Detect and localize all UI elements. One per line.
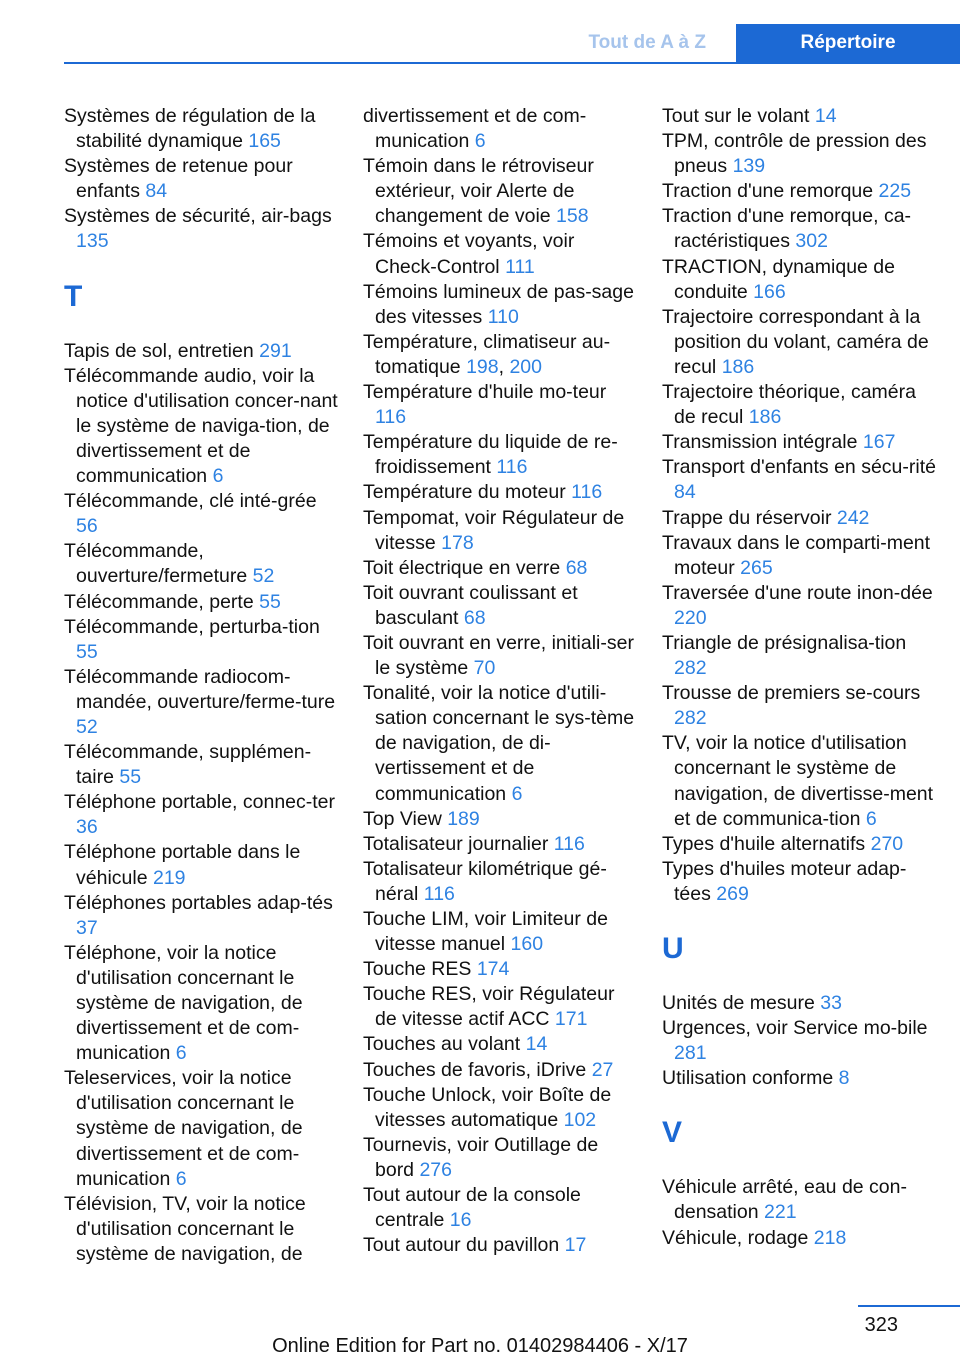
index-entry-text: Transmission intégrale <box>662 431 858 454</box>
index-entry <box>662 1016 937 1066</box>
index-entry <box>662 506 937 531</box>
page-reference-link[interactable]: 135 <box>76 230 109 253</box>
page-reference-link[interactable]: 37 <box>76 916 98 939</box>
index-entry <box>64 539 339 589</box>
index-entry <box>363 832 638 857</box>
index-entry <box>363 229 638 279</box>
index-entry-text: Traction d'une remorque, ca-ractéristiques <box>662 205 912 253</box>
page-reference-link[interactable]: 116 <box>423 882 455 905</box>
page-number: 323 <box>864 1314 898 1336</box>
index-entry <box>662 129 937 179</box>
index-entry-text: TPM, contrôle de pression des pneus <box>662 130 927 178</box>
page-reference-link[interactable]: 189 <box>447 807 480 830</box>
page-reference-link[interactable]: 221 <box>764 1201 797 1224</box>
index-entry <box>662 1226 937 1251</box>
index-entry-text: Température du liquide de re-froidissement <box>363 431 618 479</box>
page-reference-link[interactable]: 158 <box>556 205 589 228</box>
page-reference-link[interactable]: 276 <box>419 1158 452 1181</box>
index-entry-text: Teleservices, voir la notice d'utilisation concernant le système de navigation, de divertissement et de com-munication <box>64 1067 303 1190</box>
footer-rule <box>858 1305 960 1307</box>
index-entry-text: Véhicule arrêté, eau de con-densation <box>662 1176 907 1224</box>
page-reference-link[interactable]: 6 <box>865 807 877 830</box>
page-reference-link[interactable]: 14 <box>814 105 837 127</box>
index-entry <box>662 104 937 129</box>
index-entry <box>363 581 638 631</box>
page-reference-link[interactable]: 55 <box>119 766 142 789</box>
index-entry-text: Témoins lumineux de pas-sage des vitesses <box>363 280 634 328</box>
page-reference-link[interactable]: 269 <box>716 882 749 905</box>
index-entry <box>662 455 937 505</box>
page-reference-link[interactable]: 218 <box>813 1226 847 1249</box>
index-letter-heading: V <box>662 1116 683 1150</box>
page-reference-link[interactable]: 225 <box>878 180 912 203</box>
page-reference-link[interactable]: 110 <box>487 305 519 328</box>
index-entry <box>662 531 937 581</box>
index-entry <box>64 840 339 890</box>
page-reference-link[interactable]: 6 <box>212 465 224 488</box>
index-entry-text: Touche RES <box>363 958 472 981</box>
index-entry-text: Tapis de sol, entretien <box>64 339 254 362</box>
page-reference-link[interactable]: 242 <box>836 506 870 529</box>
page-reference-link[interactable]: 219 <box>152 866 186 889</box>
index-entry-text: Témoins et voyants, voir Check-Control <box>363 230 575 278</box>
index-entry-text: Totalisateur journalier <box>363 832 549 855</box>
section-tab[interactable]: Tout de A à Z <box>588 32 706 53</box>
index-entry <box>363 1058 638 1083</box>
page-reference-link[interactable]: 68 <box>565 556 588 579</box>
page-reference-link[interactable]: 52 <box>76 715 98 738</box>
index-entry <box>64 154 339 204</box>
page-reference-link[interactable]: 302 <box>795 230 828 253</box>
index-entry <box>64 489 339 539</box>
index-entry <box>64 1192 339 1267</box>
index-entry-text: Télécommande, supplémen-taire <box>64 741 312 789</box>
page-reference-link[interactable]: 166 <box>753 280 786 303</box>
index-entry <box>662 991 937 1016</box>
index-entry-text: Utilisation conforme <box>662 1067 834 1090</box>
page-reference-link[interactable]: 116 <box>553 832 585 855</box>
page-reference-link[interactable]: 167 <box>862 431 896 454</box>
index-entry <box>662 681 937 731</box>
page-reference-link[interactable]: 160 <box>510 933 544 956</box>
index-entry-text: Types d'huile alternatifs <box>662 832 866 855</box>
index-entry-text: Unités de mesure <box>662 992 815 1014</box>
index-letter-heading: U <box>662 932 684 965</box>
index-entry-text: Télécommande, perturba-tion <box>64 615 320 638</box>
page-reference-link[interactable]: 282 <box>674 707 707 730</box>
index-entry-text: Trousse de premiers se-cours <box>662 682 921 705</box>
index-entry <box>662 832 937 857</box>
page-reference-link[interactable]: 186 <box>748 406 782 429</box>
index-entry-text: Télévision, TV, voir la notice d'utilisation concernant le système de navigation, de <box>64 1192 306 1265</box>
page-reference-link[interactable]: 281 <box>674 1042 707 1065</box>
page-reference-link[interactable]: 27 <box>591 1058 614 1081</box>
index-entry <box>662 631 937 681</box>
page-reference-link[interactable]: 116 <box>496 456 528 479</box>
index-entry: Température, climatiseur au-tomatique 198, 200 <box>363 330 611 378</box>
header-rule <box>64 62 960 64</box>
index-entry-text: Télécommande radiocom-mandée, ouverture/ferme-ture <box>64 665 336 713</box>
page-reference-link[interactable]: 116 <box>571 481 603 504</box>
index-entry-text: Touche Unlock, voir Boîte de vitesses automatique <box>363 1083 612 1131</box>
index-entry <box>64 104 339 154</box>
page-reference-link[interactable]: 165 <box>248 130 281 153</box>
index-entry-text: TV, voir la notice d'utilisation concernant le système de navigation, de divertisse-ment et de communica-tion <box>662 732 934 830</box>
index-entry <box>363 154 638 229</box>
index-entry-text: Touche RES, voir Régulateur de vitesse actif ACC <box>363 983 615 1031</box>
index-entry-text: Top View <box>363 807 442 830</box>
page-reference-link[interactable]: 14 <box>525 1033 548 1056</box>
index-entry <box>662 255 937 305</box>
index-entry-text: Téléphones portables adap-tés <box>64 891 333 914</box>
index-entry-text: Température, climatiseur au-tomatique <box>363 330 611 378</box>
index-entry-text: Véhicule, rodage <box>662 1226 809 1249</box>
index-entry <box>662 380 937 430</box>
index-entry <box>64 1066 339 1191</box>
index-entry-text: Toit électrique en verre <box>363 556 561 579</box>
index-entry-text: Tempomat, voir Régulateur de vitesse <box>363 506 625 554</box>
index-entry-text: TRACTION, dynamique de conduite <box>662 255 896 303</box>
index-entry-text: Traction d'une remorque <box>662 180 874 203</box>
index-entry-text: Trajectoire théorique, caméra de recul <box>662 381 916 429</box>
index-entry <box>64 941 339 1066</box>
index-letter-heading: T <box>64 279 83 313</box>
index-entry-text: Trappe du réservoir <box>662 506 832 529</box>
index-entry-text: Tournevis, voir Outillage de bord <box>363 1133 599 1181</box>
index-entry-text: Téléphone portable dans le véhicule <box>64 841 301 889</box>
index-entry-text: Température du moteur <box>363 481 566 504</box>
index-entry <box>363 1032 638 1057</box>
index-entry <box>363 681 638 806</box>
index-entry-text: Trajectoire correspondant à la position du volant, caméra de recul <box>662 305 929 378</box>
page-reference-link[interactable]: 6 <box>175 1042 187 1065</box>
index-entry <box>662 731 937 831</box>
index-entry-text: Télécommande, ouverture/fermeture <box>64 540 248 588</box>
page-reference-link[interactable]: 6 <box>511 782 523 805</box>
index-entry-text: Tonalité, voir la notice d'utili-sation concernant le sys-tème de navigation, de di-vertissement et de communication <box>363 682 635 805</box>
index-entry-text: Témoin dans le rétroviseur extérieur, voir Alerte de changement de voie <box>363 155 594 228</box>
page-reference-link[interactable]: 102 <box>563 1108 597 1131</box>
index-entry <box>64 590 339 615</box>
index-entry-text: Travaux dans le comparti-ment moteur <box>662 531 931 579</box>
index-entry <box>363 1183 638 1233</box>
index-entry-text: Types d'huiles moteur adap-tées <box>662 857 907 905</box>
edition-footer: Online Edition for Part no. 01402984406 - X/17 <box>272 1335 688 1357</box>
index-entry <box>363 907 638 957</box>
page-reference-link[interactable]: 282 <box>674 657 707 680</box>
page-reference-link[interactable]: 84 <box>145 180 168 203</box>
page-reference-link[interactable]: 70 <box>473 657 496 680</box>
index-entry-continued <box>363 104 638 154</box>
page-reference-link[interactable]: 111 <box>505 255 535 278</box>
page-reference-link[interactable]: 8 <box>838 1067 850 1090</box>
page-reference-link[interactable]: 174 <box>476 958 510 981</box>
index-entry <box>363 982 638 1032</box>
page-reference-link[interactable]: 33 <box>820 992 842 1014</box>
index-entry-text: Téléphone, voir la notice d'utilisation concernant le système de navigation, de divertissement et de com-munication <box>64 941 303 1065</box>
index-entry-text: Systèmes de retenue pour enfants <box>64 155 293 203</box>
index-entry-text: Toit ouvrant en verre, initiali-ser le système <box>363 631 634 680</box>
page-reference-link[interactable]: 6 <box>474 130 486 153</box>
index-entry <box>363 556 638 581</box>
index-entry <box>662 305 937 380</box>
index-entry <box>363 631 638 681</box>
index-entry <box>363 1083 638 1133</box>
page-reference-link[interactable]: 178 <box>441 531 474 554</box>
index-entry-text: Touches de favoris, iDrive <box>363 1058 587 1081</box>
index-entry <box>64 740 339 790</box>
index-entry <box>64 615 339 665</box>
page-reference-link[interactable]: 200 <box>509 355 542 378</box>
index-entry <box>662 204 937 254</box>
index-entry-text: Touches au volant <box>363 1033 521 1056</box>
index-entry <box>363 380 638 430</box>
index-entry <box>363 430 638 480</box>
index-entry <box>64 790 339 840</box>
index-column-2 <box>363 104 638 1258</box>
index-entry <box>363 506 638 556</box>
index-entry-text: Totalisateur kilométrique gé-néral <box>363 857 607 905</box>
index-entry <box>363 480 638 505</box>
index-entry <box>363 1233 638 1258</box>
index-entry-text: Télécommande, perte <box>64 590 254 613</box>
index-entry <box>64 364 339 489</box>
page-reference-link[interactable]: 52 <box>252 565 275 588</box>
index-entry-text: Transport d'enfants en sécu-rité <box>662 456 936 479</box>
index-entry-text: divertissement et de com-munication <box>363 105 587 153</box>
page-reference-link[interactable]: 36 <box>76 816 98 839</box>
index-entry-text: Télécommande audio, voir la notice d'utilisation concer-nant le système de naviga-tion, de divertissement et de communication <box>64 364 338 488</box>
page-reference-link[interactable]: 55 <box>259 590 281 613</box>
index-entry <box>64 891 339 941</box>
index-entry <box>363 1133 638 1183</box>
page-reference-link[interactable]: 16 <box>449 1209 472 1232</box>
page-reference-link[interactable]: 84 <box>674 481 696 504</box>
page-reference-link[interactable]: 139 <box>732 155 766 178</box>
page-reference-link[interactable]: 55 <box>76 640 98 663</box>
page-reference-link[interactable]: 265 <box>740 556 773 579</box>
page-reference-link[interactable]: 198 <box>466 355 499 378</box>
index-entry-text: Tout autour de la console centrale <box>363 1184 581 1232</box>
index-entry <box>363 807 638 832</box>
page-reference-link[interactable]: 186 <box>721 355 755 378</box>
index-entry-text: Systèmes de sécurité, air-bags <box>64 205 332 228</box>
index-entry <box>363 857 638 907</box>
index-entry <box>662 179 937 204</box>
index-entry-text: Tout autour du pavillon <box>363 1234 560 1257</box>
active-section-tab[interactable]: Répertoire <box>736 24 960 62</box>
index-entry-text: Téléphone portable, connec-ter <box>64 791 336 814</box>
index-entry <box>662 1175 937 1225</box>
page-reference-link[interactable]: 270 <box>870 832 904 855</box>
index-entry-text: Toit ouvrant coulissant et basculant <box>363 581 578 629</box>
page-reference-link[interactable]: 171 <box>554 1008 588 1031</box>
index-entry-text: Traversée d'une route inon-dée <box>662 581 933 604</box>
page-reference-link[interactable]: 116 <box>375 406 407 429</box>
index-entry <box>363 957 638 982</box>
index-entry-text: Température d'huile mo-teur <box>363 381 607 404</box>
index-entry-text: Télécommande, clé inté-grée <box>64 490 317 513</box>
page-reference-link[interactable]: 68 <box>463 606 486 629</box>
index-entry-text: Urgences, voir Service mo-bile <box>662 1017 928 1040</box>
index-entry <box>64 339 339 364</box>
index-entry-text: Tout sur le volant <box>662 105 810 127</box>
page-reference-link[interactable]: 220 <box>674 606 707 629</box>
index-column-3 <box>662 104 937 1251</box>
index-column-1 <box>64 104 339 1267</box>
index-entry-text: Systèmes de régulation de la stabilité dynamique <box>64 105 316 153</box>
page-reference-link[interactable]: 6 <box>175 1167 187 1190</box>
page-reference-link[interactable]: 56 <box>76 515 98 538</box>
index-entry-text: Touche LIM, voir Limiteur de vitesse manuel <box>363 908 608 956</box>
index-entry <box>662 430 937 455</box>
page-reference-link[interactable]: 291 <box>259 339 292 362</box>
index-entry-text: Triangle de présignalisa-tion <box>662 631 907 654</box>
index-entry <box>64 665 339 740</box>
index-entry <box>662 581 937 631</box>
page-reference-link[interactable]: 17 <box>564 1234 587 1257</box>
index-entry <box>363 280 638 330</box>
